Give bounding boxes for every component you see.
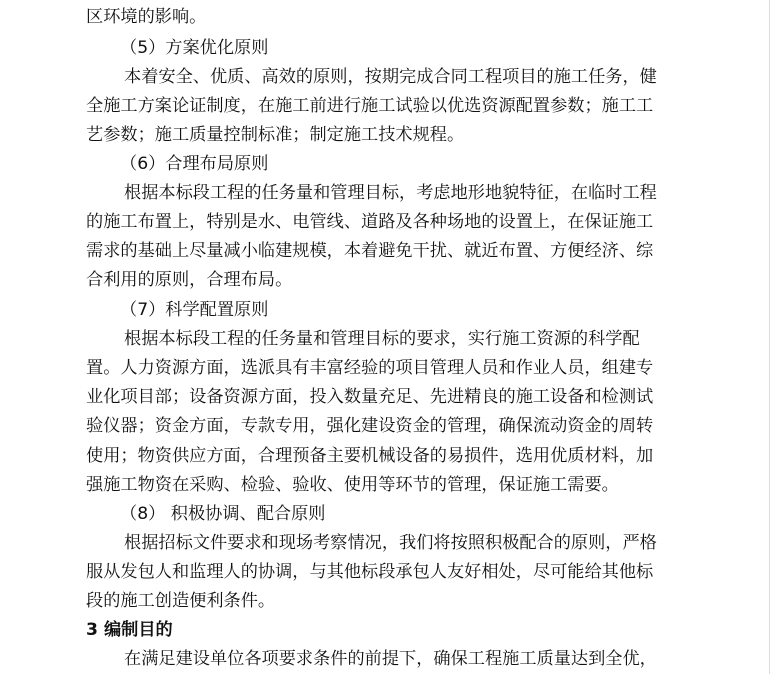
text-line: 业化项目部；设备资源方面，投入数量充足、先进精良的施工设备和检测试 (86, 387, 654, 407)
text-line: 强施工物资在采购、检验、验收、使用等环节的管理，保证施工需要。 (86, 475, 619, 495)
text-line: 置。人力资源方面，选派具有丰富经验的项目管理人员和作业人员，组建专 (86, 358, 654, 378)
text-line: 根据招标文件要求和现场考察情况，我们将按照积极配合的原则，严格 (124, 533, 657, 553)
text-line: 区环境的影响。 (86, 7, 207, 27)
section-heading: （7）科学配置原则 (120, 300, 269, 320)
text-line: 本着安全、优质、高效的原则，按期完成合同工程项目的施工任务，健 (124, 67, 657, 87)
text-line: 全施工方案论证制度，在施工前进行施工试验以优选资源配置参数；施工工 (86, 96, 654, 116)
section-heading: （8） 积极协调、配合原则 (120, 504, 326, 524)
text-line: 服从发包人和监理人的协调，与其他标段承包人友好相处，尽可能给其他标 (86, 562, 654, 582)
text-line: 在满足建设单位各项要求条件的前提下，确保工程施工质量达到全优， (124, 649, 657, 669)
section-heading: （5）方案优化原则 (120, 38, 269, 58)
text-line: 段的施工创造便利条件。 (86, 591, 276, 611)
text-line: 使用；物资供应方面，合理预备主要机械设备的易损件，选用优质材料，加 (86, 446, 654, 466)
text-line: 合利用的原则，合理布局。 (86, 270, 293, 290)
text-line: 验仪器；资金方面，专款专用，强化建设资金的管理，确保流动资金的周转 (86, 416, 654, 436)
section-heading: （6）合理布局原则 (120, 154, 269, 174)
text-line: 的施工布置上，特别是水、电管线、道路及各种场地的设置上，在保证施工 (86, 212, 654, 232)
text-line: 根据本标段工程的任务量和管理目标，考虑地形地貌特征，在临时工程 (124, 183, 657, 203)
text-line: 根据本标段工程的任务量和管理目标的要求，实行施工资源的科学配 (124, 329, 640, 349)
chapter-heading: 3 编制目的 (86, 620, 173, 640)
text-line: 需求的基础上尽量减小临建规模，本着避免干扰、就近布置、方便经济、综 (86, 241, 654, 261)
text-line: 艺参数；施工质量控制标准；制定施工技术规程。 (86, 125, 465, 145)
